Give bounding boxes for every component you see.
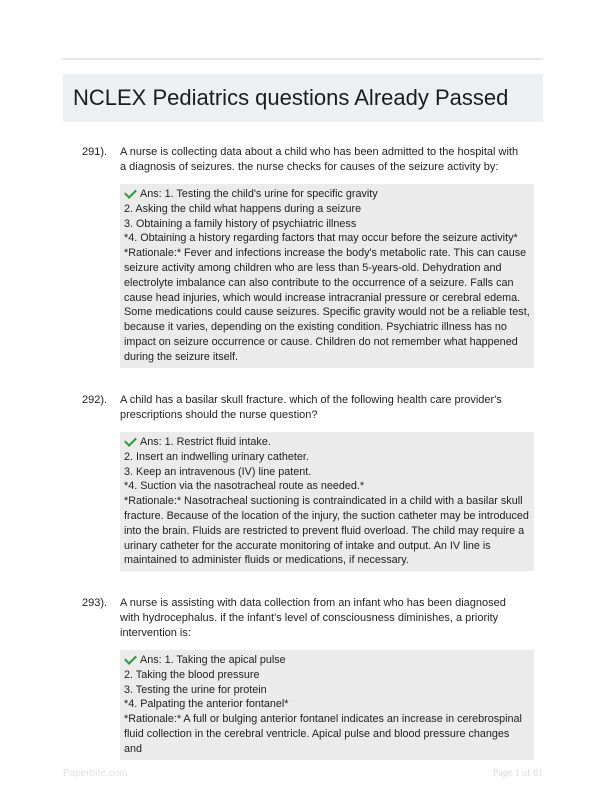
answer-box-293: [120, 650, 534, 760]
answer-option-2: 2. Insert an indwelling urinary catheter.: [124, 450, 309, 463]
answer-option-4: *4. Obtaining a history regarding factors that may occur before the seizure activity*: [124, 232, 518, 245]
answer-option-2: 2. Asking the child what happens during a seizure: [124, 202, 362, 215]
rationale-text: *Rationale:* Fever and infections increase the body's metabolic rate. This can cause seizure activity among children who are less than 5-years-old. Dehydration and electrolyte imbalance can also contribute to the occurrence of a seizure. Falls can cause head injuries, which would increase intracranial pressure or cerebral edema. Some medications could cause seizures. Specific gravity would not be a reliable test, because it varies, depending on the existing condition. Psychiatric illness has no impact on seizure occurrence or cause. Children do not remember what happened during the seizure itself.: [124, 247, 530, 363]
question-number: 291).: [82, 146, 108, 158]
answer-option-4: *4. Suction via the nasotracheal route as needed.*: [124, 480, 365, 493]
answer-box-291: [120, 184, 534, 368]
question-text: A child has a basilar skull fracture. which of the following health care provider's prescriptions should the nurse question?: [120, 394, 502, 421]
checkmark-icon: [124, 186, 137, 199]
rationale-text: *Rationale:* A full or bulging anterior fontanel indicates an increase in cerebrospinal fluid collection in the cerebral ventricle. Apical pulse and blood pressure changes and: [124, 713, 522, 755]
answer-option-3: 3. Testing the urine for protein: [124, 683, 267, 696]
title-banner: [63, 74, 543, 122]
answer-option-3: 3. Obtaining a family history of psychiatric illness: [124, 217, 357, 230]
answer-box-292: [120, 432, 534, 571]
answer-option-1: Ans: 1. Testing the child's urine for specific gravity: [140, 188, 378, 200]
answer-option-4: *4. Palpating the anterior fontanel*: [124, 698, 289, 711]
footer-page-number: Page 1 of 81: [492, 768, 543, 779]
question-number: 292).: [82, 394, 108, 406]
top-divider: [63, 58, 543, 60]
rationale-text: *Rationale:* Nasotracheal suctioning is contraindicated in a child with a basilar skull fracture. Because of the location of the injury, the suction catheter may be introduced into the brain. Fluids are restricted to prevent fluid overload. The child may require a urinary catheter for the accurate monitoring of intake and output. An IV line is maintained to administer fluids or medications, if necessary.: [124, 495, 529, 567]
question-text: A nurse is collecting data about a child who has been admitted to the hospital with a diagnosis of seizures. the nurse checks for causes of the seizure activity by:: [120, 146, 519, 173]
document-title: NCLEX Pediatrics questions Already Passed: [73, 85, 509, 110]
answer-option-3: 3. Keep an intravenous (IV) line patent.: [124, 465, 312, 478]
checkmark-icon: [124, 652, 137, 665]
question-number: 293).: [82, 597, 108, 609]
answer-option-1: Ans: 1. Taking the apical pulse: [140, 654, 286, 666]
checkmark-icon: [124, 434, 137, 447]
answer-option-2: 2. Taking the blood pressure: [124, 668, 260, 681]
answer-option-1: Ans: 1. Restrict fluid intake.: [140, 436, 271, 448]
question-text: A nurse is assisting with data collection from an infant who has been diagnosed with hydrocephalus. if the infant's level of consciousness diminishes, a priority intervention is:: [120, 597, 506, 639]
footer-site-watermark: Paperbite.com: [63, 768, 128, 779]
